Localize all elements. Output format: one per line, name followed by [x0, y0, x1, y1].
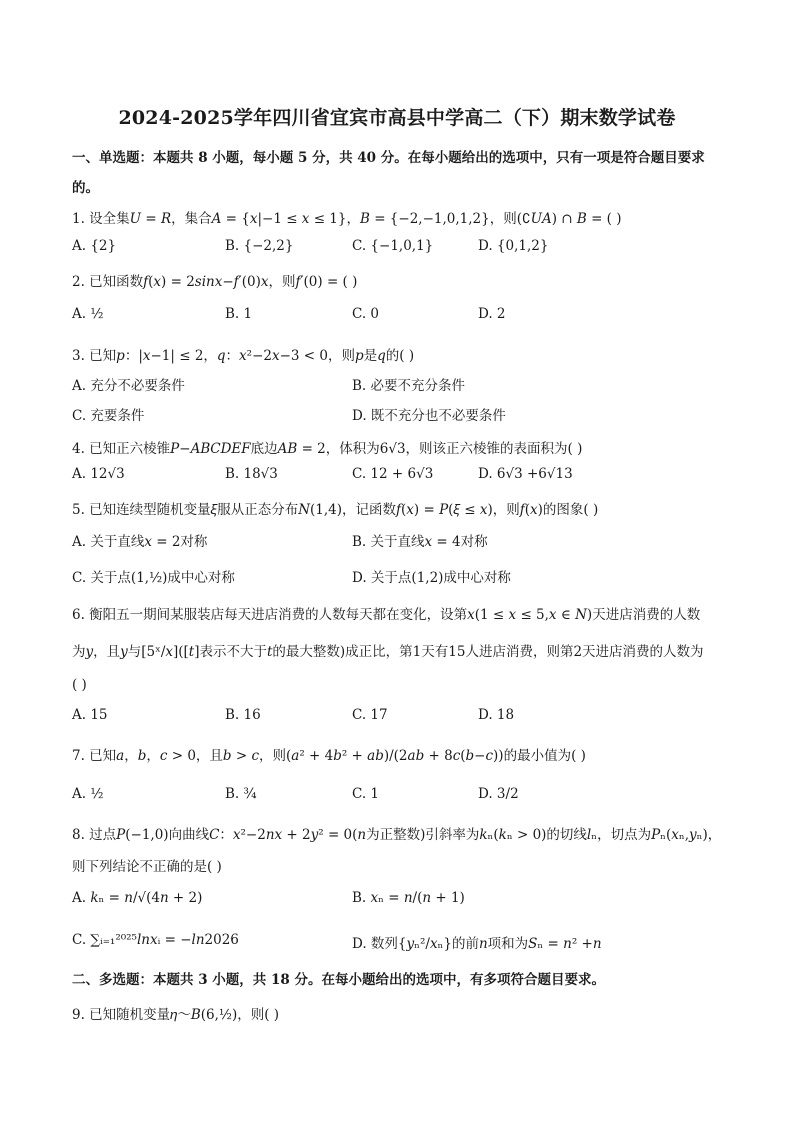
section-1-header: 一、单选题：本题共 8 小题，每小题 5 分，共 40 分。在每小题给出的选项中，只有一项是符合题目要求	[72, 150, 705, 166]
question-2-option-c: C. 0	[352, 306, 380, 322]
question-5-option-a: A. 关于直线𝑥 = 2对称	[72, 534, 208, 550]
question-6-stem-line-3: ( )	[72, 677, 87, 693]
question-7-option-d: D. 3/2	[478, 786, 519, 802]
question-3-option-d: D. 既不充分也不必要条件	[352, 408, 506, 424]
question-1-option-a: A. {2}	[72, 238, 117, 254]
question-7-option-a: A. ½	[72, 786, 104, 802]
question-4-option-d: D. 6√3 +6√13	[478, 466, 573, 482]
question-6-option-a: A. 15	[72, 707, 108, 723]
question-8-option-c: C. ∑ᵢ₌₁²⁰²⁵𝑙𝑛𝑥ᵢ = −𝑙𝑛2026	[72, 932, 239, 948]
question-5-option-d: D. 关于点(1,2)成中心对称	[352, 570, 511, 586]
question-8-option-b: B. 𝑥ₙ = 𝑛/(𝑛 + 1)	[352, 890, 465, 906]
question-4-option-a: A. 12√3	[72, 466, 125, 482]
question-5-option-b: B. 关于直线𝑥 = 4对称	[352, 534, 488, 550]
question-2-stem: 2. 已知函数𝑓(𝑥) = 2𝑠𝑖𝑛𝑥−𝑓′(0)𝑥，则𝑓′(0) = ( )	[72, 274, 358, 290]
question-8-stem-line-1: 8. 过点𝑃(−1,0)向曲线𝐶：𝑥²−2𝑛𝑥 + 2𝑦² = 0(𝑛为正整数)引斜率为𝑘ₙ(𝑘ₙ > 0)的切线𝑙ₙ，切点为𝑃ₙ(𝑥ₙ,𝑦ₙ)，	[72, 827, 722, 843]
question-6-option-d: D. 18	[478, 707, 515, 723]
question-1-option-c: C. {−1,0,1}	[352, 238, 434, 254]
question-1-option-b: B. {−2,2}	[225, 238, 294, 254]
section-2-header: 二、多选题：本题共 3 小题，共 18 分。在每小题给出的选项中，有多项符合题目要求。	[72, 972, 605, 988]
question-9-stem: 9. 已知随机变量𝜂～𝐵(6,½)，则( )	[72, 1007, 280, 1023]
question-6-stem-line-2: 为𝑦，且𝑦与[5ˣ/𝑥]([𝑡]表示不大于𝑡的最大整数)成正比，第1天有15人进店消费，则第2天进店消费的人数为	[72, 644, 704, 660]
question-3-option-b: B. 必要不充分条件	[352, 378, 466, 394]
question-2-option-b: B. 1	[225, 306, 253, 322]
question-6-option-c: C. 17	[352, 707, 388, 723]
question-4-stem: 4. 已知正六棱锥𝑃−𝐴𝐵𝐶𝐷𝐸𝐹底边𝐴𝐵 = 2，体积为6√3，则该正六棱锥的表面积为( )	[72, 441, 583, 457]
question-4-option-b: B. 18√3	[225, 466, 278, 482]
exam-title: 2024-2025学年四川省宜宾市高县中学高二（下）期末数学试卷	[118, 107, 676, 129]
question-7-stem: 7. 已知𝑎，𝑏，𝑐 > 0，且𝑏 > 𝑐，则(𝑎² + 4𝑏² + 𝑎𝑏)/(2𝑎𝑏 + 8𝑐(𝑏−𝑐))的最小值为( )	[72, 748, 586, 764]
question-1-option-d: D. {0,1,2}	[478, 238, 549, 254]
question-8-stem-line-2: 则下列结论不正确的是( )	[72, 859, 222, 875]
question-8-option-d: D. 数列{𝑦ₙ²/𝑥ₙ}的前𝑛项和为𝑆ₙ = 𝑛² +𝑛	[352, 936, 602, 952]
question-2-option-a: A. ½	[72, 306, 104, 322]
question-6-stem-line-1: 6. 衡阳五一期间某服装店每天进店消费的人数每天都在变化，设第𝑥(1 ≤ 𝑥 ≤ 5,𝑥 ∈ 𝑁)天进店消费的人数	[72, 607, 701, 623]
question-1-stem: 1. 设全集𝑈 = 𝑅，集合𝐴 = {𝑥|−1 ≤ 𝑥 ≤ 1}，𝐵 = {−2,−1,0,1,2}，则(∁𝑈𝐴) ∩ 𝐵 = ( )	[72, 211, 622, 227]
question-7-option-b: B. ¾	[225, 786, 257, 802]
question-7-option-c: C. 1	[352, 786, 380, 802]
section-1-header-cont: 的。	[72, 180, 99, 196]
question-3-option-c: C. 充要条件	[72, 408, 145, 424]
question-5-option-c: C. 关于点(1,½)成中心对称	[72, 570, 235, 586]
question-3-option-a: A. 充分不必要条件	[72, 378, 185, 394]
question-3-stem: 3. 已知𝑝：|𝑥−1| ≤ 2，𝑞：𝑥²−2𝑥−3 < 0，则𝑝是𝑞的( )	[72, 348, 415, 364]
question-8-option-a: A. 𝑘ₙ = 𝑛/√(4𝑛 + 2)	[72, 890, 203, 906]
question-4-option-c: C. 12 + 6√3	[352, 466, 434, 482]
question-6-option-b: B. 16	[225, 707, 261, 723]
question-5-stem: 5. 已知连续型随机变量𝜉服从正态分布𝑁(1,4)，记函数𝑓(𝑥) = 𝑃(𝜉 ≤ 𝑥)，则𝑓(𝑥)的图象( )	[72, 502, 599, 518]
question-2-option-d: D. 2	[478, 306, 506, 322]
